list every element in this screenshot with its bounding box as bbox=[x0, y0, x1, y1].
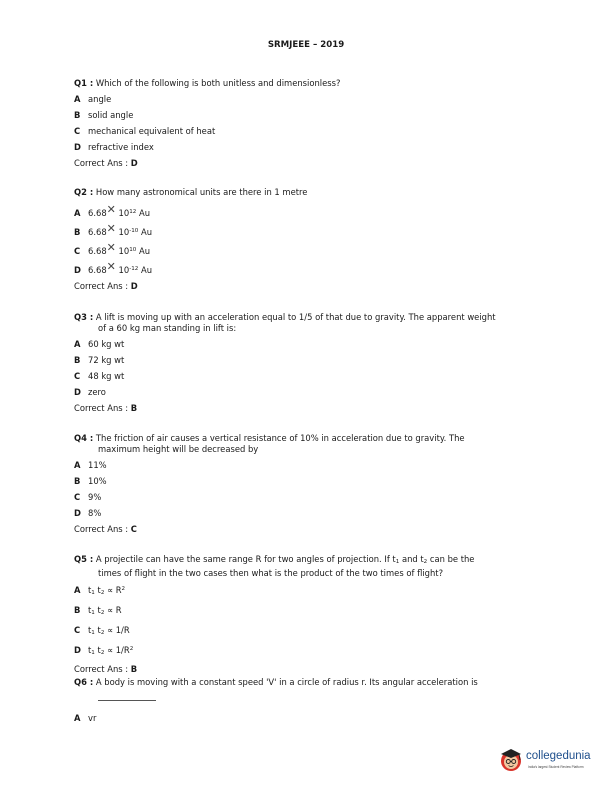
correct-answer: Correct Ans : C bbox=[74, 524, 137, 534]
option-d: D refractive index bbox=[74, 142, 154, 152]
correct-answer: Correct Ans : B bbox=[74, 664, 138, 674]
question-6 bbox=[74, 677, 544, 724]
proportional-icon: ∝ bbox=[107, 585, 114, 595]
question-stem bbox=[74, 78, 544, 89]
proportional-icon: ∝ bbox=[107, 605, 114, 615]
option-a: A 6.68✕ $10^{12}$ Au bbox=[74, 203, 151, 218]
option-b: B $t_1$ $t_2 \propto R$ bbox=[74, 605, 122, 616]
logo-tagline: India's largest Student Review Platform bbox=[528, 765, 584, 769]
times-icon: ✕ bbox=[106, 260, 116, 273]
correct-answer: Correct Ans : D bbox=[74, 281, 138, 291]
question-text: Which of the following is both unitless and dimensionless? bbox=[95, 78, 341, 88]
question-4 bbox=[74, 433, 544, 535]
question-stem: Q6 : A body is moving with a constant speed 'V' in a circle of radius r. Its angular acceleration is bbox=[74, 677, 544, 701]
proportional-icon: ∝ bbox=[107, 645, 114, 655]
times-icon: ✕ bbox=[106, 241, 116, 254]
option-c: C $t_1$ $t_2 \propto 1/R$ bbox=[74, 625, 130, 636]
option-c: C 48 kg wt bbox=[74, 371, 125, 381]
times-icon: ✕ bbox=[106, 203, 116, 216]
answer-blank-line bbox=[98, 700, 156, 701]
graduate-face-icon bbox=[498, 746, 524, 772]
option-d: D 6.68✕ $10^{-12}$ Au bbox=[74, 260, 153, 275]
option-a: A vr bbox=[74, 713, 97, 723]
option-d: D zero bbox=[74, 387, 106, 397]
option-c: C 6.68✕ $10^{10}$ Au bbox=[74, 241, 151, 256]
question-1 bbox=[74, 78, 544, 169]
option-a: A angle bbox=[74, 94, 112, 104]
question-5 bbox=[74, 554, 544, 675]
option-b: B 6.68✕ $10^{-10}$ Au bbox=[74, 222, 153, 237]
option-a: A $t_1$ $t_2 \propto R^2$ bbox=[74, 585, 126, 596]
option-b: B 72 kg wt bbox=[74, 355, 125, 365]
page-title: SRMJEEE – 2019 bbox=[267, 40, 345, 50]
logo-name: collegedunia bbox=[526, 750, 591, 762]
option-b: B 10% bbox=[74, 476, 107, 486]
question-stem: Q2 : How many astronomical units are there in 1 metre bbox=[74, 187, 308, 197]
collegedunia-logo bbox=[498, 746, 608, 776]
question-2 bbox=[74, 187, 544, 292]
correct-answer: Correct Ans : B bbox=[74, 403, 138, 413]
correct-answer: Correct Ans : D bbox=[74, 158, 138, 168]
option-b: B solid angle bbox=[74, 110, 134, 120]
question-stem: Q5 : A projectile can have the same range R for two angles of projection. If $t_1$ and $t_2$ can be the times of flight in the two cases then what is the product of the two times of flight? bbox=[74, 554, 475, 578]
question-stem: Q3 : A lift is moving up with an acceleration equal to 1/5 of that due to gravity. The apparent weight of a 60 kg man standing in lift is: bbox=[74, 312, 496, 333]
option-a: A 60 kg wt bbox=[74, 339, 125, 349]
option-d: D 8% bbox=[74, 508, 102, 518]
option-a: A 11% bbox=[74, 460, 107, 470]
question-number: Q1 : bbox=[74, 78, 94, 88]
times-icon: ✕ bbox=[106, 222, 116, 235]
question-stem: Q4 : The friction of air causes a vertical resistance of 10% in acceleration due to gravity. The maximum height will be decreased by bbox=[74, 433, 465, 454]
proportional-icon: ∝ bbox=[107, 625, 114, 635]
option-d: D $t_1$ $t_2 \propto 1/R^2$ bbox=[74, 645, 134, 656]
option-c: C 9% bbox=[74, 492, 102, 502]
option-c: C mechanical equivalent of heat bbox=[74, 126, 216, 136]
question-3 bbox=[74, 312, 544, 414]
